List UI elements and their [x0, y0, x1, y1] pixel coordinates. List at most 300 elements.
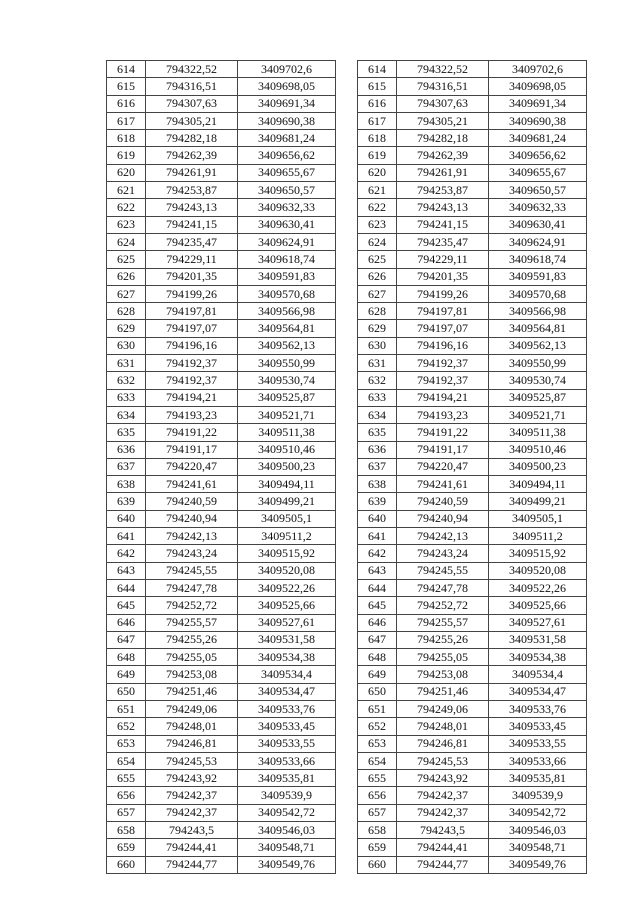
table-row: [358, 389, 587, 406]
point-number-cell: 656: [107, 787, 146, 804]
x-coordinate-cell: 794262,39: [397, 147, 489, 164]
table-row: [107, 510, 336, 527]
table-row: [107, 770, 336, 787]
table-row: [358, 233, 587, 250]
y-coordinate-cell: 3409520,08: [489, 562, 587, 579]
x-coordinate-cell: 794197,81: [146, 303, 238, 320]
x-coordinate-cell: 794307,63: [146, 95, 238, 112]
x-coordinate-cell: 794249,06: [397, 700, 489, 717]
x-coordinate-cell: 794201,35: [397, 268, 489, 285]
point-number-cell: 636: [358, 441, 397, 458]
y-coordinate-cell: 3409531,58: [489, 631, 587, 648]
y-coordinate-cell: 3409534,38: [489, 649, 587, 666]
x-coordinate-cell: 794201,35: [146, 268, 238, 285]
table-row: [358, 735, 587, 752]
point-number-cell: 658: [358, 822, 397, 839]
point-number-cell: 624: [107, 233, 146, 250]
x-coordinate-cell: 794191,22: [146, 424, 238, 441]
x-coordinate-cell: 794307,63: [397, 95, 489, 112]
table-row: [107, 147, 336, 164]
point-number-cell: 642: [107, 545, 146, 562]
table-row: [358, 164, 587, 181]
y-coordinate-cell: 3409535,81: [489, 770, 587, 787]
x-coordinate-cell: 794241,15: [146, 216, 238, 233]
table-row: [358, 700, 587, 717]
point-number-cell: 646: [358, 614, 397, 631]
y-coordinate-cell: 3409539,9: [489, 787, 587, 804]
y-coordinate-cell: 3409534,38: [238, 649, 336, 666]
y-coordinate-cell: 3409522,26: [238, 579, 336, 596]
x-coordinate-cell: 794235,47: [146, 233, 238, 250]
table-row: [358, 597, 587, 614]
y-coordinate-cell: 3409511,2: [238, 528, 336, 545]
point-number-cell: 631: [358, 355, 397, 372]
y-coordinate-cell: 3409500,23: [238, 458, 336, 475]
x-coordinate-cell: 794245,53: [397, 752, 489, 769]
table-row: [358, 424, 587, 441]
table-row: [107, 355, 336, 372]
y-coordinate-cell: 3409702,6: [238, 61, 336, 78]
y-coordinate-cell: 3409591,83: [238, 268, 336, 285]
point-number-cell: 638: [358, 476, 397, 493]
point-number-cell: 635: [358, 424, 397, 441]
y-coordinate-cell: 3409499,21: [238, 493, 336, 510]
y-coordinate-cell: 3409499,21: [489, 493, 587, 510]
table-row: [107, 562, 336, 579]
y-coordinate-cell: 3409566,98: [489, 303, 587, 320]
y-coordinate-cell: 3409702,6: [489, 61, 587, 78]
point-number-cell: 623: [107, 216, 146, 233]
table-row: [358, 285, 587, 302]
x-coordinate-cell: 794240,59: [146, 493, 238, 510]
table-row: [107, 804, 336, 821]
x-coordinate-cell: 794282,18: [146, 130, 238, 147]
x-coordinate-cell: 794194,21: [397, 389, 489, 406]
y-coordinate-cell: 3409698,05: [238, 78, 336, 95]
x-coordinate-cell: 794255,57: [397, 614, 489, 631]
x-coordinate-cell: 794243,13: [146, 199, 238, 216]
point-number-cell: 640: [107, 510, 146, 527]
x-coordinate-cell: 794244,41: [397, 839, 489, 856]
x-coordinate-cell: 794247,78: [146, 579, 238, 596]
point-number-cell: 656: [358, 787, 397, 804]
y-coordinate-cell: 3409656,62: [238, 147, 336, 164]
x-coordinate-cell: 794253,87: [146, 182, 238, 199]
y-coordinate-cell: 3409520,08: [238, 562, 336, 579]
x-coordinate-cell: 794322,52: [146, 61, 238, 78]
x-coordinate-cell: 794245,55: [146, 562, 238, 579]
table-row: [107, 735, 336, 752]
x-coordinate-cell: 794251,46: [146, 683, 238, 700]
x-coordinate-cell: 794243,5: [397, 822, 489, 839]
table-row: [358, 839, 587, 856]
y-coordinate-cell: 3409510,46: [489, 441, 587, 458]
table-row: [358, 614, 587, 631]
table-row: [107, 700, 336, 717]
point-number-cell: 616: [107, 95, 146, 112]
table-row: [107, 216, 336, 233]
point-number-cell: 658: [107, 822, 146, 839]
y-coordinate-cell: 3409632,33: [238, 199, 336, 216]
y-coordinate-cell: 3409624,91: [238, 233, 336, 250]
point-number-cell: 657: [358, 804, 397, 821]
y-coordinate-cell: 3409630,41: [489, 216, 587, 233]
point-number-cell: 641: [107, 528, 146, 545]
point-number-cell: 659: [107, 839, 146, 856]
point-number-cell: 631: [107, 355, 146, 372]
coordinates-table-body: [358, 61, 587, 874]
y-coordinate-cell: 3409681,24: [489, 130, 587, 147]
y-coordinate-cell: 3409511,38: [238, 424, 336, 441]
y-coordinate-cell: 3409515,92: [489, 545, 587, 562]
y-coordinate-cell: 3409534,47: [489, 683, 587, 700]
y-coordinate-cell: 3409550,99: [238, 355, 336, 372]
x-coordinate-cell: 794220,47: [397, 458, 489, 475]
table-row: [107, 545, 336, 562]
point-number-cell: 632: [107, 372, 146, 389]
x-coordinate-cell: 794229,11: [397, 251, 489, 268]
y-coordinate-cell: 3409698,05: [489, 78, 587, 95]
x-coordinate-cell: 794243,5: [146, 822, 238, 839]
table-row: [107, 476, 336, 493]
table-row: [107, 787, 336, 804]
table-row: [107, 389, 336, 406]
point-number-cell: 618: [358, 130, 397, 147]
y-coordinate-cell: 3409527,61: [238, 614, 336, 631]
table-row: [107, 337, 336, 354]
point-number-cell: 649: [358, 666, 397, 683]
x-coordinate-cell: 794241,61: [397, 476, 489, 493]
x-coordinate-cell: 794244,77: [146, 856, 238, 873]
y-coordinate-cell: 3409535,81: [238, 770, 336, 787]
table-row: [358, 856, 587, 873]
table-row: [358, 337, 587, 354]
y-coordinate-cell: 3409530,74: [238, 372, 336, 389]
point-number-cell: 660: [107, 856, 146, 873]
point-number-cell: 618: [107, 130, 146, 147]
table-row: [358, 182, 587, 199]
y-coordinate-cell: 3409549,76: [238, 856, 336, 873]
y-coordinate-cell: 3409534,4: [489, 666, 587, 683]
point-number-cell: 622: [358, 199, 397, 216]
point-number-cell: 634: [358, 406, 397, 423]
y-coordinate-cell: 3409527,61: [489, 614, 587, 631]
y-coordinate-cell: 3409690,38: [489, 112, 587, 129]
x-coordinate-cell: 794197,07: [146, 320, 238, 337]
x-coordinate-cell: 794192,37: [397, 355, 489, 372]
x-coordinate-cell: 794245,55: [397, 562, 489, 579]
table-row: [107, 441, 336, 458]
point-number-cell: 622: [107, 199, 146, 216]
table-row: [107, 285, 336, 302]
point-number-cell: 617: [107, 112, 146, 129]
table-row: [107, 718, 336, 735]
y-coordinate-cell: 3409533,55: [238, 735, 336, 752]
x-coordinate-cell: 794199,26: [146, 285, 238, 302]
table-row: [358, 355, 587, 372]
y-coordinate-cell: 3409525,87: [489, 389, 587, 406]
table-row: [107, 406, 336, 423]
point-number-cell: 653: [358, 735, 397, 752]
y-coordinate-cell: 3409533,45: [489, 718, 587, 735]
table-row: [358, 631, 587, 648]
y-coordinate-cell: 3409533,76: [489, 700, 587, 717]
table-row: [358, 822, 587, 839]
point-number-cell: 650: [358, 683, 397, 700]
x-coordinate-cell: 794255,26: [397, 631, 489, 648]
table-row: [358, 372, 587, 389]
table-row: [107, 164, 336, 181]
point-number-cell: 653: [107, 735, 146, 752]
point-number-cell: 623: [358, 216, 397, 233]
point-number-cell: 655: [358, 770, 397, 787]
table-row: [358, 251, 587, 268]
x-coordinate-cell: 794191,22: [397, 424, 489, 441]
table-row: [358, 770, 587, 787]
point-number-cell: 635: [107, 424, 146, 441]
point-number-cell: 625: [107, 251, 146, 268]
x-coordinate-cell: 794240,59: [397, 493, 489, 510]
coordinates-table-right: [357, 60, 587, 874]
point-number-cell: 647: [358, 631, 397, 648]
x-coordinate-cell: 794192,37: [146, 372, 238, 389]
table-row: [107, 752, 336, 769]
point-number-cell: 629: [107, 320, 146, 337]
point-number-cell: 636: [107, 441, 146, 458]
table-row: [358, 303, 587, 320]
y-coordinate-cell: 3409562,13: [238, 337, 336, 354]
x-coordinate-cell: 794247,78: [397, 579, 489, 596]
y-coordinate-cell: 3409618,74: [238, 251, 336, 268]
point-number-cell: 651: [358, 700, 397, 717]
table-row: [107, 303, 336, 320]
x-coordinate-cell: 794243,92: [397, 770, 489, 787]
point-number-cell: 657: [107, 804, 146, 821]
y-coordinate-cell: 3409570,68: [489, 285, 587, 302]
point-number-cell: 641: [358, 528, 397, 545]
table-row: [358, 406, 587, 423]
point-number-cell: 617: [358, 112, 397, 129]
table-row: [107, 61, 336, 78]
y-coordinate-cell: 3409691,34: [238, 95, 336, 112]
point-number-cell: 654: [358, 752, 397, 769]
y-coordinate-cell: 3409525,66: [238, 597, 336, 614]
x-coordinate-cell: 794245,53: [146, 752, 238, 769]
table-row: [107, 597, 336, 614]
point-number-cell: 651: [107, 700, 146, 717]
x-coordinate-cell: 794194,21: [146, 389, 238, 406]
x-coordinate-cell: 794261,91: [397, 164, 489, 181]
point-number-cell: 639: [358, 493, 397, 510]
point-number-cell: 634: [107, 406, 146, 423]
table-row: [107, 528, 336, 545]
y-coordinate-cell: 3409650,57: [489, 182, 587, 199]
x-coordinate-cell: 794252,72: [146, 597, 238, 614]
x-coordinate-cell: 794243,13: [397, 199, 489, 216]
x-coordinate-cell: 794282,18: [397, 130, 489, 147]
point-number-cell: 645: [107, 597, 146, 614]
y-coordinate-cell: 3409500,23: [489, 458, 587, 475]
table-row: [358, 320, 587, 337]
table-row: [358, 216, 587, 233]
point-number-cell: 637: [358, 458, 397, 475]
table-row: [107, 666, 336, 683]
x-coordinate-cell: 794246,81: [397, 735, 489, 752]
y-coordinate-cell: 3409511,38: [489, 424, 587, 441]
point-number-cell: 632: [358, 372, 397, 389]
x-coordinate-cell: 794248,01: [397, 718, 489, 735]
y-coordinate-cell: 3409539,9: [238, 787, 336, 804]
point-number-cell: 645: [358, 597, 397, 614]
point-number-cell: 620: [107, 164, 146, 181]
y-coordinate-cell: 3409564,81: [238, 320, 336, 337]
y-coordinate-cell: 3409533,66: [489, 752, 587, 769]
point-number-cell: 648: [107, 649, 146, 666]
x-coordinate-cell: 794197,81: [397, 303, 489, 320]
x-coordinate-cell: 794255,26: [146, 631, 238, 648]
table-row: [107, 112, 336, 129]
x-coordinate-cell: 794261,91: [146, 164, 238, 181]
table-row: [107, 822, 336, 839]
point-number-cell: 627: [107, 285, 146, 302]
table-row: [358, 683, 587, 700]
x-coordinate-cell: 794246,81: [146, 735, 238, 752]
y-coordinate-cell: 3409531,58: [238, 631, 336, 648]
table-row: [358, 787, 587, 804]
point-number-cell: 620: [358, 164, 397, 181]
y-coordinate-cell: 3409494,11: [489, 476, 587, 493]
table-row: [107, 614, 336, 631]
table-row: [107, 458, 336, 475]
table-row: [358, 476, 587, 493]
y-coordinate-cell: 3409522,26: [489, 579, 587, 596]
x-coordinate-cell: 794193,23: [146, 406, 238, 423]
y-coordinate-cell: 3409521,71: [238, 406, 336, 423]
y-coordinate-cell: 3409511,2: [489, 528, 587, 545]
table-row: [358, 510, 587, 527]
x-coordinate-cell: 794229,11: [146, 251, 238, 268]
table-row: [358, 718, 587, 735]
point-number-cell: 626: [107, 268, 146, 285]
y-coordinate-cell: 3409533,55: [489, 735, 587, 752]
x-coordinate-cell: 794305,21: [397, 112, 489, 129]
point-number-cell: 627: [358, 285, 397, 302]
y-coordinate-cell: 3409564,81: [489, 320, 587, 337]
x-coordinate-cell: 794191,17: [397, 441, 489, 458]
y-coordinate-cell: 3409562,13: [489, 337, 587, 354]
table-row: [358, 112, 587, 129]
y-coordinate-cell: 3409542,72: [238, 804, 336, 821]
point-number-cell: 615: [358, 78, 397, 95]
point-number-cell: 621: [107, 182, 146, 199]
y-coordinate-cell: 3409550,99: [489, 355, 587, 372]
x-coordinate-cell: 794192,37: [397, 372, 489, 389]
x-coordinate-cell: 794197,07: [397, 320, 489, 337]
point-number-cell: 652: [107, 718, 146, 735]
point-number-cell: 628: [358, 303, 397, 320]
y-coordinate-cell: 3409510,46: [238, 441, 336, 458]
y-coordinate-cell: 3409525,87: [238, 389, 336, 406]
point-number-cell: 654: [107, 752, 146, 769]
y-coordinate-cell: 3409690,38: [238, 112, 336, 129]
y-coordinate-cell: 3409566,98: [238, 303, 336, 320]
point-number-cell: 616: [358, 95, 397, 112]
x-coordinate-cell: 794316,51: [397, 78, 489, 95]
table-row: [358, 666, 587, 683]
y-coordinate-cell: 3409548,71: [238, 839, 336, 856]
x-coordinate-cell: 794235,47: [397, 233, 489, 250]
y-coordinate-cell: 3409542,72: [489, 804, 587, 821]
x-coordinate-cell: 794253,87: [397, 182, 489, 199]
y-coordinate-cell: 3409655,67: [489, 164, 587, 181]
table-row: [358, 61, 587, 78]
x-coordinate-cell: 794244,41: [146, 839, 238, 856]
x-coordinate-cell: 794242,37: [146, 787, 238, 804]
x-coordinate-cell: 794196,16: [397, 337, 489, 354]
point-number-cell: 619: [358, 147, 397, 164]
y-coordinate-cell: 3409681,24: [238, 130, 336, 147]
table-row: [107, 579, 336, 596]
x-coordinate-cell: 794253,08: [397, 666, 489, 683]
table-row: [358, 199, 587, 216]
coordinates-table-left: [106, 60, 336, 874]
point-number-cell: 650: [107, 683, 146, 700]
y-coordinate-cell: 3409546,03: [238, 822, 336, 839]
point-number-cell: 630: [107, 337, 146, 354]
x-coordinate-cell: 794240,94: [397, 510, 489, 527]
point-number-cell: 652: [358, 718, 397, 735]
table-row: [358, 804, 587, 821]
point-number-cell: 633: [107, 389, 146, 406]
x-coordinate-cell: 794242,13: [397, 528, 489, 545]
x-coordinate-cell: 794248,01: [146, 718, 238, 735]
point-number-cell: 648: [358, 649, 397, 666]
x-coordinate-cell: 794253,08: [146, 666, 238, 683]
x-coordinate-cell: 794242,37: [397, 787, 489, 804]
table-row: [107, 839, 336, 856]
table-row: [358, 562, 587, 579]
table-row: [107, 320, 336, 337]
x-coordinate-cell: 794251,46: [397, 683, 489, 700]
y-coordinate-cell: 3409515,92: [238, 545, 336, 562]
point-number-cell: 644: [358, 579, 397, 596]
point-number-cell: 637: [107, 458, 146, 475]
table-row: [107, 95, 336, 112]
point-number-cell: 626: [358, 268, 397, 285]
point-number-cell: 638: [107, 476, 146, 493]
y-coordinate-cell: 3409533,45: [238, 718, 336, 735]
point-number-cell: 644: [107, 579, 146, 596]
y-coordinate-cell: 3409632,33: [489, 199, 587, 216]
table-row: [358, 130, 587, 147]
x-coordinate-cell: 794249,06: [146, 700, 238, 717]
x-coordinate-cell: 794255,05: [146, 649, 238, 666]
table-row: [358, 649, 587, 666]
point-number-cell: 621: [358, 182, 397, 199]
x-coordinate-cell: 794241,15: [397, 216, 489, 233]
table-row: [107, 372, 336, 389]
point-number-cell: 619: [107, 147, 146, 164]
y-coordinate-cell: 3409494,11: [238, 476, 336, 493]
point-number-cell: 628: [107, 303, 146, 320]
table-row: [107, 856, 336, 873]
y-coordinate-cell: 3409530,74: [489, 372, 587, 389]
y-coordinate-cell: 3409570,68: [238, 285, 336, 302]
table-row: [358, 493, 587, 510]
y-coordinate-cell: 3409533,66: [238, 752, 336, 769]
x-coordinate-cell: 794243,92: [146, 770, 238, 787]
point-number-cell: 640: [358, 510, 397, 527]
